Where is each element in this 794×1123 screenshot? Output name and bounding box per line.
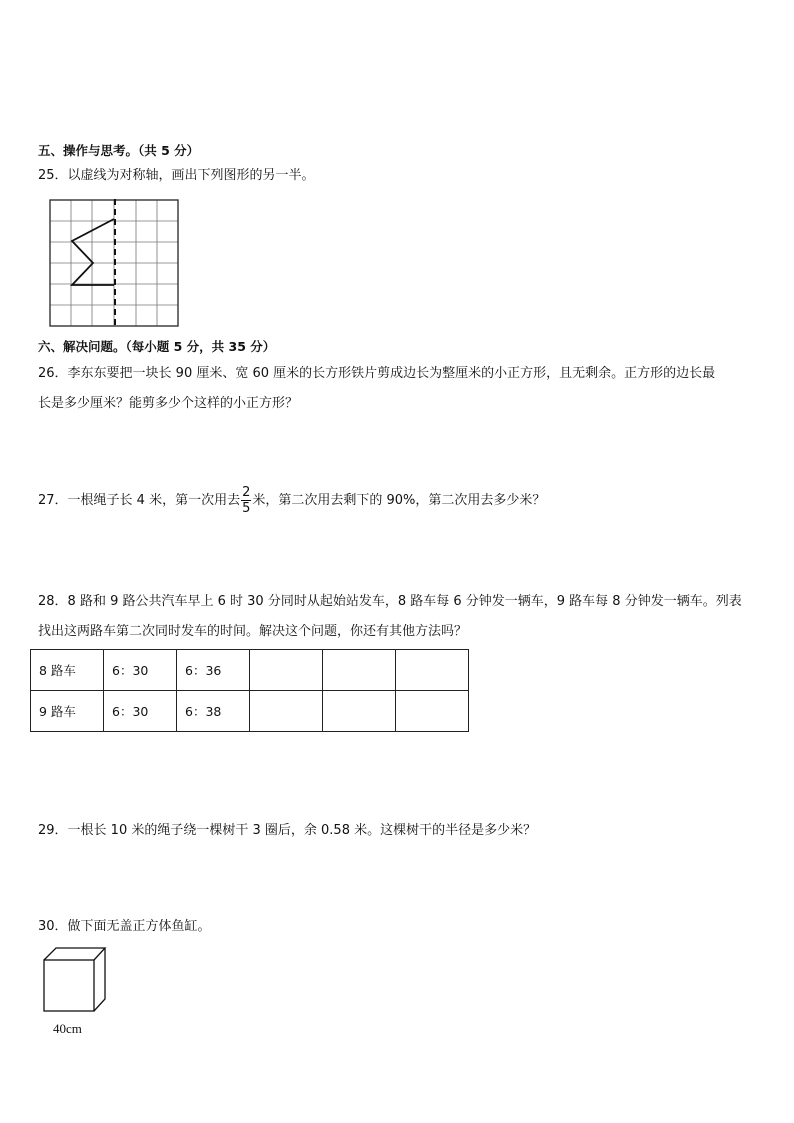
cube-edge-label: 40cm <box>53 1021 82 1036</box>
symmetry-grid-figure <box>48 198 180 328</box>
section-5-title: 五、操作与思考。（共 5 分） <box>38 143 200 158</box>
table-row <box>31 650 469 691</box>
question-28-line1: 28．8 路和 9 路公共汽车早上 6 时 30 分同时从起始站发车，8 路车每 6 分钟发一辆车，9 路车每 8 分钟发一辆车。列表 <box>38 594 742 609</box>
table-cell: 6：30 <box>104 691 177 732</box>
table-cell-blank[interactable] <box>323 650 396 691</box>
table-row <box>31 691 469 732</box>
table-cell: 6：36 <box>177 650 250 691</box>
table-cell-blank[interactable] <box>396 650 469 691</box>
question-30-text: 30．做下面无盖正方体鱼缸。 <box>38 919 211 934</box>
question-27 <box>38 484 545 518</box>
fraction-numerator: 2 <box>242 485 251 500</box>
fraction-two-fifths <box>241 485 251 516</box>
bus-schedule-table <box>30 649 469 732</box>
section-6-title: 六、解决问题。（每小题 5 分，共 35 分） <box>38 339 276 354</box>
question-25-text: 25．以虚线为对称轴，画出下列图形的另一半。 <box>38 168 315 183</box>
table-cell: 6：30 <box>104 650 177 691</box>
table-cell-blank[interactable] <box>323 691 396 732</box>
question-27-before: 27．一根绳子长 4 米，第一次用去 <box>38 493 241 508</box>
table-cell: 6：38 <box>177 691 250 732</box>
cube-drawing <box>42 946 108 1014</box>
fraction-denominator: 5 <box>242 501 251 516</box>
question-28-line2: 找出这两路车第二次同时发车的时间。解决这个问题，你还有其他方法吗？ <box>38 624 468 639</box>
table-cell: 9 路车 <box>31 691 104 732</box>
table-cell-blank[interactable] <box>250 691 323 732</box>
table-cell: 8 路车 <box>31 650 104 691</box>
question-29-text: 29．一根长 10 米的绳子绕一棵树干 3 圈后，余 0.58 米。这棵树干的半径是多少米？ <box>38 823 537 838</box>
question-26-line2: 长是多少厘米？能剪多少个这样的小正方形？ <box>38 396 299 411</box>
half-figure-outline <box>72 219 114 285</box>
table-cell-blank[interactable] <box>396 691 469 732</box>
question-27-after: 米，第二次用去剩下的 90%，第二次用去多少米？ <box>252 493 546 508</box>
question-26-line1: 26．李东东要把一块长 90 厘米、宽 60 厘米的长方形铁片剪成边长为整厘米的小正方形，且无剩余。正方形的边长最 <box>38 366 716 381</box>
table-cell-blank[interactable] <box>250 650 323 691</box>
